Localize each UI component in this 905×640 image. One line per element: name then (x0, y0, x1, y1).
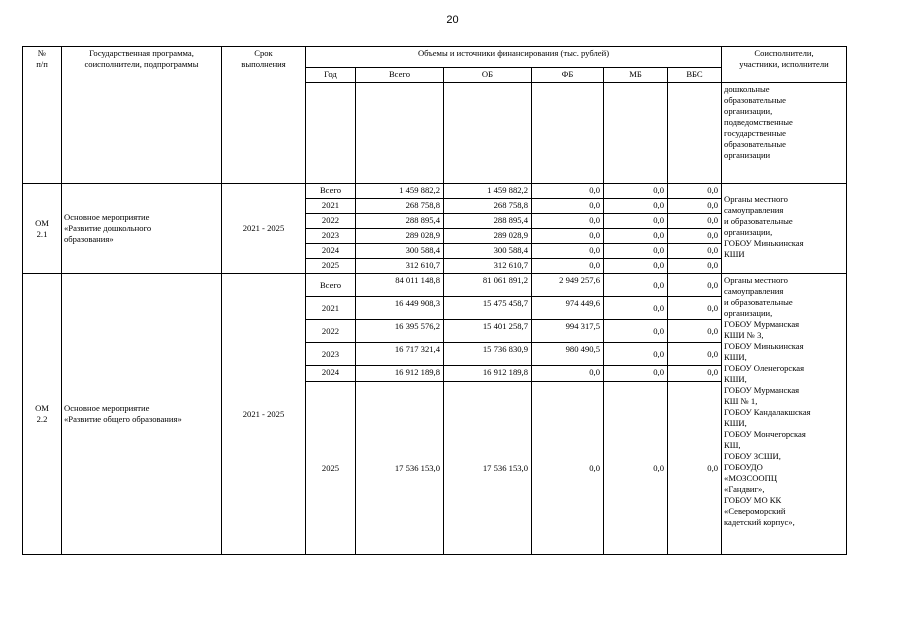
om22-year: 2025 (306, 382, 356, 555)
om22-fb: 0,0 (532, 382, 604, 555)
header-executors: Соисполнители, участники, исполнители (722, 47, 847, 83)
header-year: Год (306, 68, 356, 83)
om22-vbs: 0,0 (668, 320, 722, 343)
om21-code: ОМ 2.1 (23, 184, 62, 274)
om22-vbs: 0,0 (668, 382, 722, 555)
om21-total: 289 028,9 (356, 229, 444, 244)
om21-year: 2022 (306, 214, 356, 229)
page-number: 20 (446, 14, 459, 26)
om22-total: 16 912 189,8 (356, 366, 444, 382)
om22-row-0 (23, 274, 847, 297)
om22-ob: 81 061 891,2 (444, 274, 532, 297)
om22-year: 2023 (306, 343, 356, 366)
om21-year: 2023 (306, 229, 356, 244)
empty-year-cell (306, 83, 356, 184)
om22-ob: 17 536 153,0 (444, 382, 532, 555)
om21-executors: Органы местного самоуправления и образовательные организации, ГОБОУ Минькинская КШИ (722, 184, 847, 274)
empty-vbs-cell (668, 83, 722, 184)
om22-vbs: 0,0 (668, 297, 722, 320)
om22-year: 2021 (306, 297, 356, 320)
om21-mb: 0,0 (604, 199, 668, 214)
om22-mb: 0,0 (604, 343, 668, 366)
om21-fb: 0,0 (532, 259, 604, 274)
om22-ob: 16 912 189,8 (444, 366, 532, 382)
om21-ob: 312 610,7 (444, 259, 532, 274)
header-mb: МБ (604, 68, 668, 83)
om22-vbs: 0,0 (668, 274, 722, 297)
om21-year: 2024 (306, 244, 356, 259)
om22-fb: 0,0 (532, 366, 604, 382)
om22-year: Всего (306, 274, 356, 297)
om21-row-0 (23, 184, 847, 199)
om21-mb: 0,0 (604, 259, 668, 274)
om22-vbs: 0,0 (668, 366, 722, 382)
om22-mb: 0,0 (604, 297, 668, 320)
om22-name: Основное мероприятие «Развитие общего образования» (62, 274, 222, 555)
header-row-1 (23, 47, 847, 68)
om22-term: 2021 - 2025 (222, 274, 306, 555)
om21-year: 2025 (306, 259, 356, 274)
om21-total: 268 758,8 (356, 199, 444, 214)
om21-ob: 300 588,4 (444, 244, 532, 259)
om21-vbs: 0,0 (668, 229, 722, 244)
om22-executors: Органы местного самоуправления и образовательные организации, ГОБОУ Мурманская КШИ № 3, ГОБОУ Минькинская КШИ, ГОБОУ Оленегорская КШИ, ГОБОУ Мурманская КШ № 1, ГОБОУ Кандалакшская КШИ, ГОБОУ Мончегорская КШ, ГОБОУ ЗСШИ, ГОБОУДО «МОЗСООПЦ «Гандвиг», ГОБОУ МО КК «Североморский кадетский корпус», (722, 274, 847, 555)
om21-fb: 0,0 (532, 199, 604, 214)
om22-mb: 0,0 (604, 320, 668, 343)
om22-ob: 15 475 458,7 (444, 297, 532, 320)
om22-total: 16 717 321,4 (356, 343, 444, 366)
om21-name: Основное мероприятие «Развитие дошкольного образования» (62, 184, 222, 274)
empty-fb-cell (532, 83, 604, 184)
financing-table (22, 46, 847, 555)
om21-mb: 0,0 (604, 229, 668, 244)
om21-ob: 268 758,8 (444, 199, 532, 214)
om22-fb: 994 317,5 (532, 320, 604, 343)
om21-year: Всего (306, 184, 356, 199)
om22-fb: 2 949 257,6 (532, 274, 604, 297)
om21-term: 2021 - 2025 (222, 184, 306, 274)
om22-total: 84 011 148,8 (356, 274, 444, 297)
om21-vbs: 0,0 (668, 214, 722, 229)
om22-mb: 0,0 (604, 274, 668, 297)
header-fb: ФБ (532, 68, 604, 83)
empty-mb-cell (604, 83, 668, 184)
om22-mb: 0,0 (604, 366, 668, 382)
om21-total: 1 459 882,2 (356, 184, 444, 199)
header-num: № п/п (23, 47, 62, 184)
om21-total: 312 610,7 (356, 259, 444, 274)
om21-total: 300 588,4 (356, 244, 444, 259)
header-program: Государственная программа, соисполнители, подпрограммы (62, 47, 222, 184)
om22-ob: 15 736 830,9 (444, 343, 532, 366)
header-term: Срок выполнения (222, 47, 306, 184)
om21-vbs: 0,0 (668, 259, 722, 274)
om21-ob: 1 459 882,2 (444, 184, 532, 199)
om21-ob: 288 895,4 (444, 214, 532, 229)
om21-mb: 0,0 (604, 214, 668, 229)
om22-total: 16 395 576,2 (356, 320, 444, 343)
om21-year: 2021 (306, 199, 356, 214)
header-vbs: ВБС (668, 68, 722, 83)
om21-fb: 0,0 (532, 229, 604, 244)
om21-fb: 0,0 (532, 184, 604, 199)
om22-year: 2022 (306, 320, 356, 343)
om22-mb: 0,0 (604, 382, 668, 555)
om21-mb: 0,0 (604, 184, 668, 199)
om21-vbs: 0,0 (668, 184, 722, 199)
om22-code: ОМ 2.2 (23, 274, 62, 555)
header-funding: Объемы и источники финансирования (тыс. рублей) (306, 47, 722, 68)
header-ob: ОБ (444, 68, 532, 83)
om22-total: 16 449 908,3 (356, 297, 444, 320)
continuation-executors: дошкольные образовательные организации, подведомственные государственные образовательные организации (722, 83, 847, 184)
om21-vbs: 0,0 (668, 199, 722, 214)
empty-ob-cell (444, 83, 532, 184)
om21-ob: 289 028,9 (444, 229, 532, 244)
om22-year: 2024 (306, 366, 356, 382)
om21-mb: 0,0 (604, 244, 668, 259)
om21-fb: 0,0 (532, 244, 604, 259)
om21-total: 288 895,4 (356, 214, 444, 229)
om22-ob: 15 401 258,7 (444, 320, 532, 343)
om22-vbs: 0,0 (668, 343, 722, 366)
om22-fb: 974 449,6 (532, 297, 604, 320)
om22-total: 17 536 153,0 (356, 382, 444, 555)
om22-fb: 980 490,5 (532, 343, 604, 366)
header-total: Всего (356, 68, 444, 83)
om21-fb: 0,0 (532, 214, 604, 229)
om21-vbs: 0,0 (668, 244, 722, 259)
empty-total-cell (356, 83, 444, 184)
